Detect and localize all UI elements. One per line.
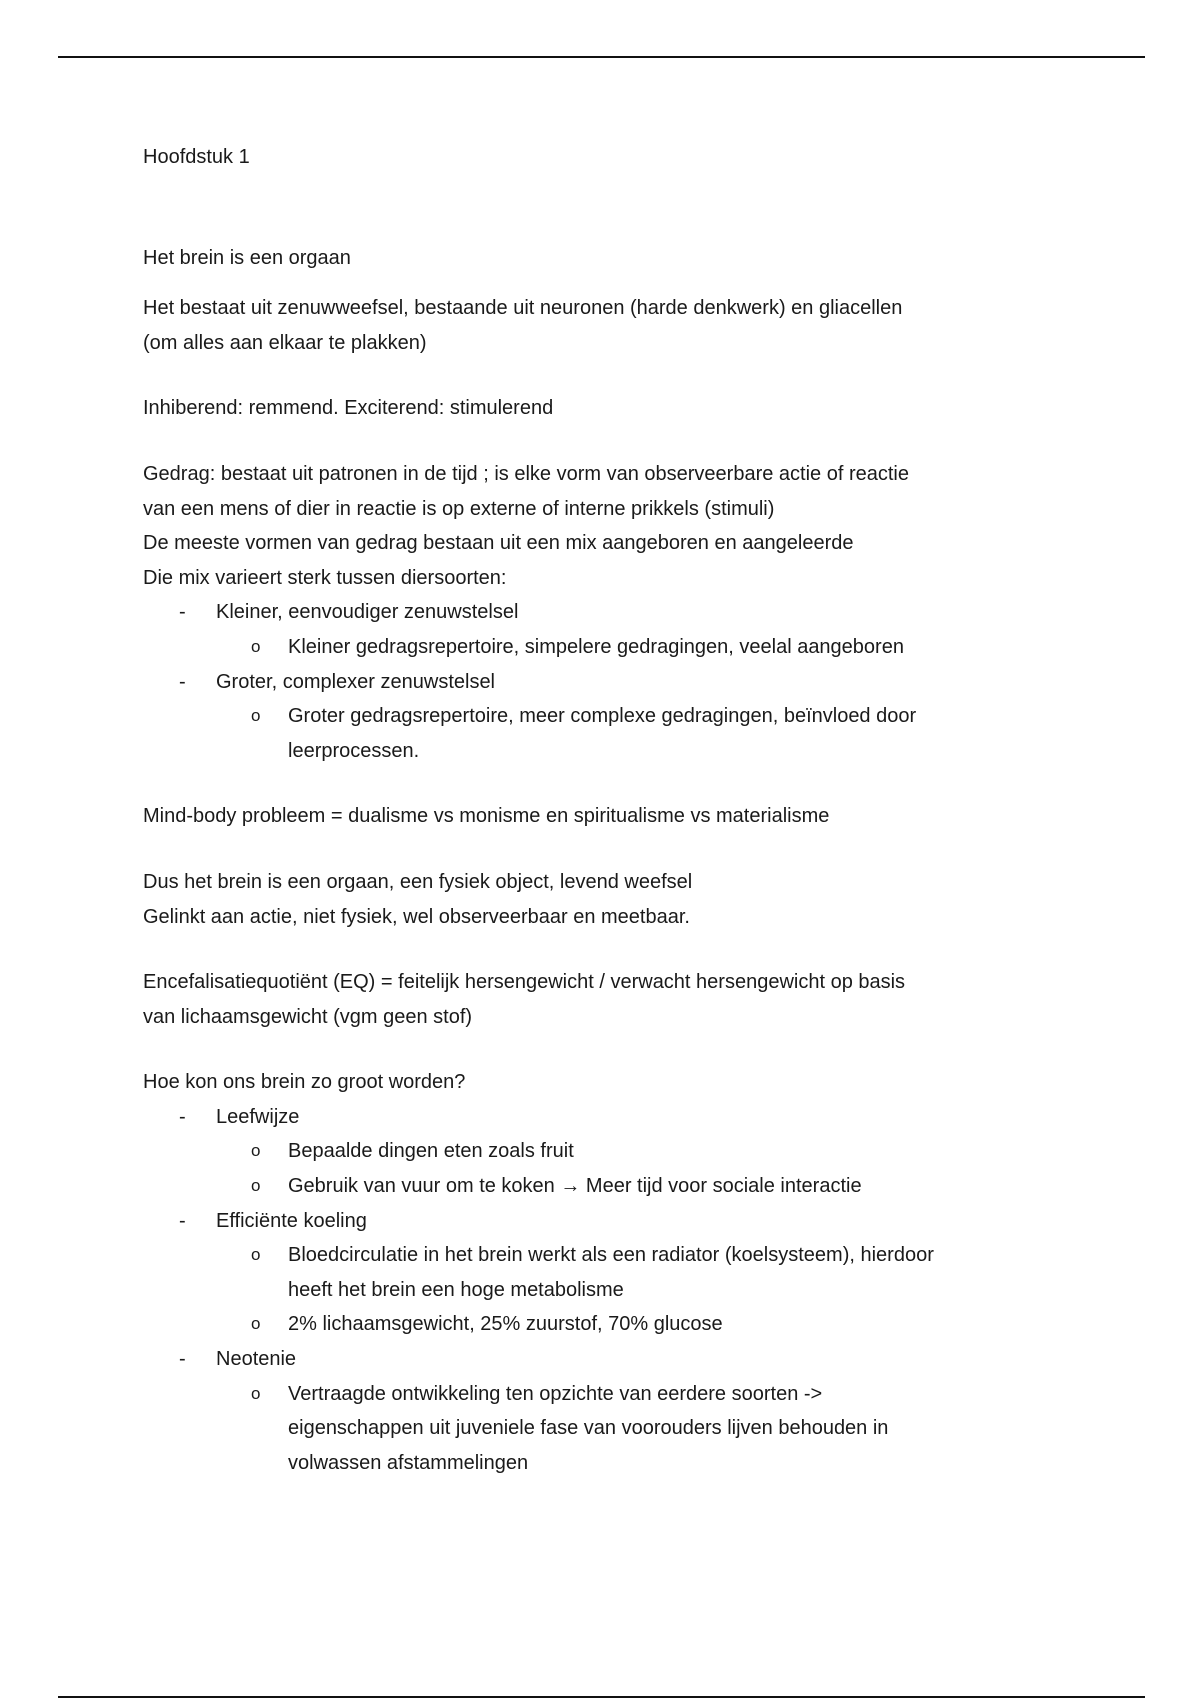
sub-list-item-continuation: volwassen afstammelingen [288,1451,529,1474]
sub-list-item-continuation: eigenschappen uit juveniele fase van voorouders lijven behouden in [288,1417,889,1440]
paragraph-gedrag-line: Die mix varieert sterk tussen diersoorten: [143,566,507,589]
list-item-label: Leefwijze [216,1105,300,1128]
sub-list-item [143,699,1120,734]
circle-bullet: o [251,1141,261,1161]
circle-bullet: o [251,1314,261,1334]
footer-rule [58,1696,1145,1698]
paragraph-mind-body: Mind-body probleem = dualisme vs monisme en spiritualisme vs materialisme [143,805,830,828]
paragraph-gedrag-line: De meeste vormen van gedrag bestaan uit een mix aangeboren en aangeleerde [143,532,854,555]
paragraph-eq-line: van lichaamsgewicht (vgm geen stof) [143,1005,473,1028]
sub-list-item-text: Bepaalde dingen eten zoals fruit [288,1140,574,1163]
dash-bullet: - [179,1209,186,1232]
chapter-heading: Hoofdstuk 1 [143,146,250,168]
circle-bullet: o [251,1245,261,1265]
sub-list-item [143,1238,1120,1273]
list-item-label: Groter, complexer zenuwstelsel [216,670,496,693]
document-body [143,140,1120,1480]
list-item [143,665,1120,700]
circle-bullet: o [251,1383,261,1403]
header-rule [58,56,1145,58]
sub-list-item-text: 2% lichaamsgewicht, 25% zuurstof, 70% glucose [288,1313,723,1336]
paragraph-inhibition: Inhiberend: remmend. Exciterend: stimulerend [143,397,554,420]
paragraph-gedrag-line: van een mens of dier in reactie is op externe of interne prikkels (stimuli) [143,497,775,520]
sub-list-item-text: Bloedcirculatie in het brein werkt als een radiator (koelsysteem), hierdoor [288,1244,934,1267]
sub-list-item-text: Gebruik van vuur om te koken → Meer tijd voor sociale interactie [288,1175,862,1198]
paragraph-tissue-line: Het bestaat uit zenuwweefsel, bestaande uit neuronen (harde denkwerk) en gliacellen [143,297,903,320]
list-item [143,595,1120,630]
list-item-label: Efficiënte koeling [216,1209,367,1232]
sub-list-item [143,1134,1120,1169]
dash-bullet: - [179,1348,186,1371]
list-item-label: Neotenie [216,1348,297,1371]
paragraph-brain: Het brein is een orgaan [143,246,351,269]
dash-bullet: - [179,601,186,624]
list-item [143,1100,1120,1135]
circle-bullet: o [251,706,261,726]
paragraph-dus-line: Gelinkt aan actie, niet fysiek, wel observeerbaar en meetbaar. [143,905,690,928]
paragraph-tissue-line: (om alles aan elkaar te plakken) [143,331,427,354]
paragraph-dus-line: Dus het brein is een orgaan, een fysiek object, levend weefsel [143,870,693,893]
sub-list-item [143,1307,1120,1342]
dash-bullet: - [179,1105,186,1128]
paragraph-eq-line: Encefalisatiequotiënt (EQ) = feitelijk hersengewicht / verwacht hersengewicht op basis [143,971,906,994]
circle-bullet: o [251,636,261,656]
sub-list-item-text: Vertraagde ontwikkeling ten opzichte van eerdere soorten -> [288,1382,823,1405]
list-item-label: Kleiner, eenvoudiger zenuwstelsel [216,601,519,624]
sub-list-item-continuation: heeft het brein een hoge metabolisme [288,1278,624,1301]
sub-list-item-text: Groter gedragsrepertoire, meer complexe gedragingen, beïnvloed door [288,705,917,728]
sub-list-item-continuation: leerprocessen. [288,739,420,762]
dash-bullet: - [179,670,186,693]
list-item [143,1204,1120,1239]
circle-bullet: o [251,1176,261,1196]
sub-list-item [143,630,1120,665]
paragraph-question: Hoe kon ons brein zo groot worden? [143,1071,466,1094]
paragraph-gedrag-line: Gedrag: bestaat uit patronen in de tijd ; is elke vorm van observeerbare actie of reactie [143,462,909,485]
sub-list-item [143,1169,1120,1204]
sub-list-item [143,1377,1120,1412]
sub-list-item-text: Kleiner gedragsrepertoire, simpelere gedragingen, veelal aangeboren [288,635,904,658]
list-item [143,1342,1120,1377]
